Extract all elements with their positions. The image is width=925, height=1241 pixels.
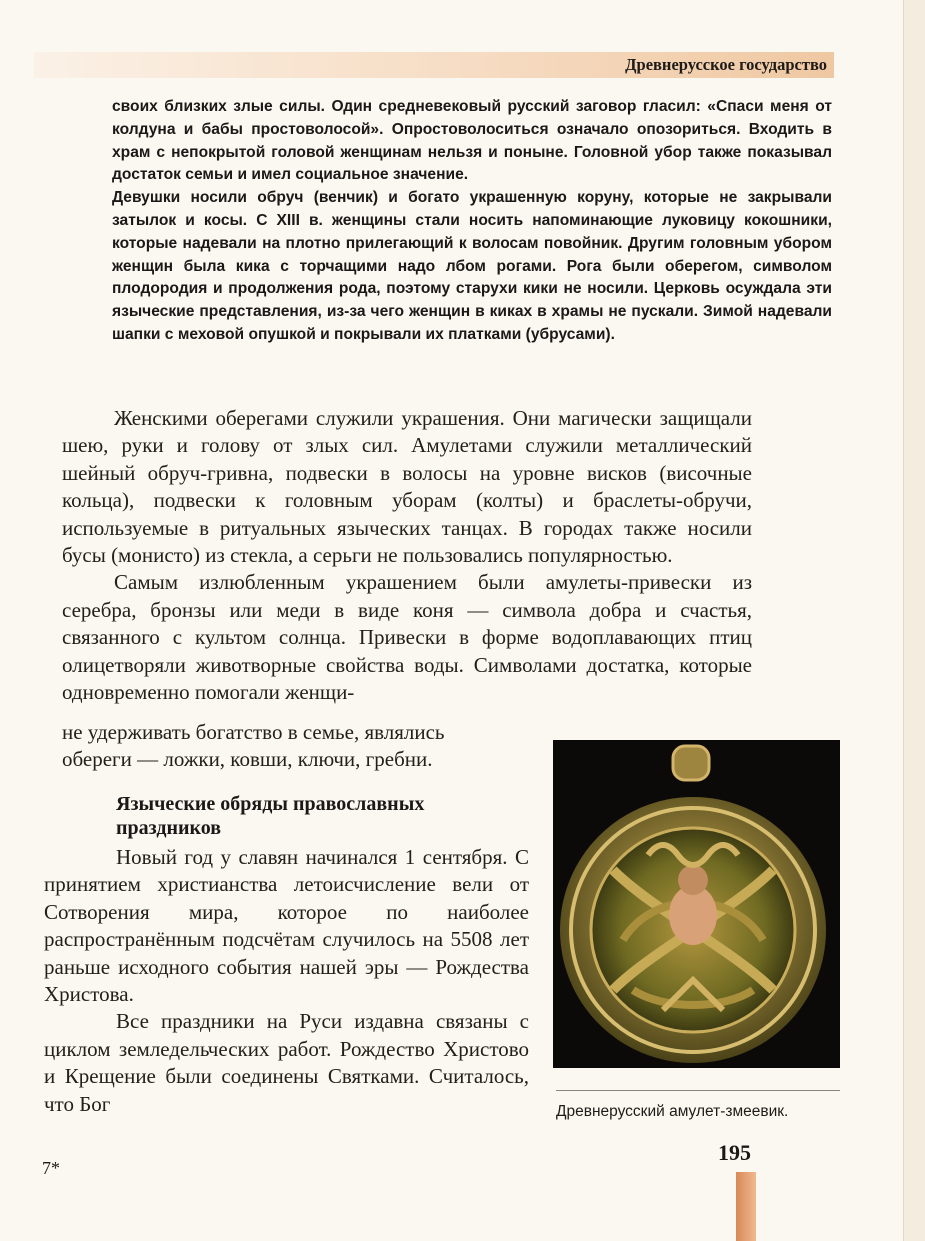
info-paragraph: Девушки носили обруч (венчик) и богато украшенную коруну, которые не закрывали затылок и косы. С XIII в. женщины стали носить напоминающие луковицу кокошники, которые надевали на плотно прилегающий к волосам повойник. Другим головным убором женщин была кика с торчащими надо лбом рогами. Рога были оберегом, символом плодородия и продолжения рода, поэтому старухи кики не носили. Церковь осуждала эти языческие представления, из-за чего женщин в киках в храмы не пускали. Зимой надевали шапки с меховой опушкой и покрывали их платками (убрусами).	[112, 189, 832, 343]
figure-caption: Древнерусский амулет-змеевик.	[556, 1103, 789, 1120]
section-paragraph: Новый год у славян начинался 1 сентября. С принятием христианства летоисчисление вели от Сотворения мира, которое по наиболее распространённым подсчётам случилось на 5508 лет раньше исходного события нашей эры — Рождества Христова.	[44, 845, 529, 1007]
info-paragraph: своих близких злые силы. Один средневековый русский заговор гласил: «Спаси меня от колдуна и бабы простоволосой». Опростоволоситься означало опозориться. Входить в храм с непокрытой головой женщинам нельзя и поныне. Головной убор также показывал достаток семьи и имел социальное значение.	[112, 98, 832, 184]
body-line: не удерживать богатство в семье, являлись	[62, 720, 445, 744]
page-edge-strip	[903, 0, 925, 1241]
running-title: Древнерусское государство	[625, 55, 827, 74]
page-tab-marker	[736, 1172, 756, 1241]
section-paragraph: Все праздники на Руси издавна связаны с циклом земледельческих работ. Рождество Христово и Крещение были соединены Святками. Считалось, что Бог	[44, 1009, 529, 1116]
info-box	[112, 96, 832, 347]
body-paragraph: Женскими оберегами служили украшения. Они магически защищали шею, руки и голову от злых сил. Амулетами служили металлический шейный обруч-гривна, подвески в волосы на уровне висков (височные кольца), подвески к головным уборам (колты) и браслеты-обручи, используемые в ритуальных языческих танцах. В городах также носили бусы (монисто) из стекла, а серьги не пользовались популярностью.	[62, 406, 752, 568]
page-number: 195	[718, 1140, 751, 1165]
signature-mark: 7*	[42, 1158, 60, 1178]
section-text	[44, 844, 529, 1118]
amulet-photo	[553, 740, 840, 1068]
section-heading: Языческие обряды православных праздников	[116, 793, 425, 839]
caption-divider	[556, 1090, 840, 1091]
body-line: обереги — ложки, ковши, ключи, гребни.	[62, 747, 433, 771]
main-text	[62, 405, 752, 706]
body-paragraph: Самым излюбленным украшением были амулеты-привески из серебра, бронзы или меди в виде коня — символа добра и счастья, связанного с культом солнца. Привески в форме водоплавающих птиц олицетворяли животворные свойства воды. Символами достатка, которые одновременно помогали женщи-	[62, 570, 752, 705]
amulet-image	[553, 740, 840, 1068]
